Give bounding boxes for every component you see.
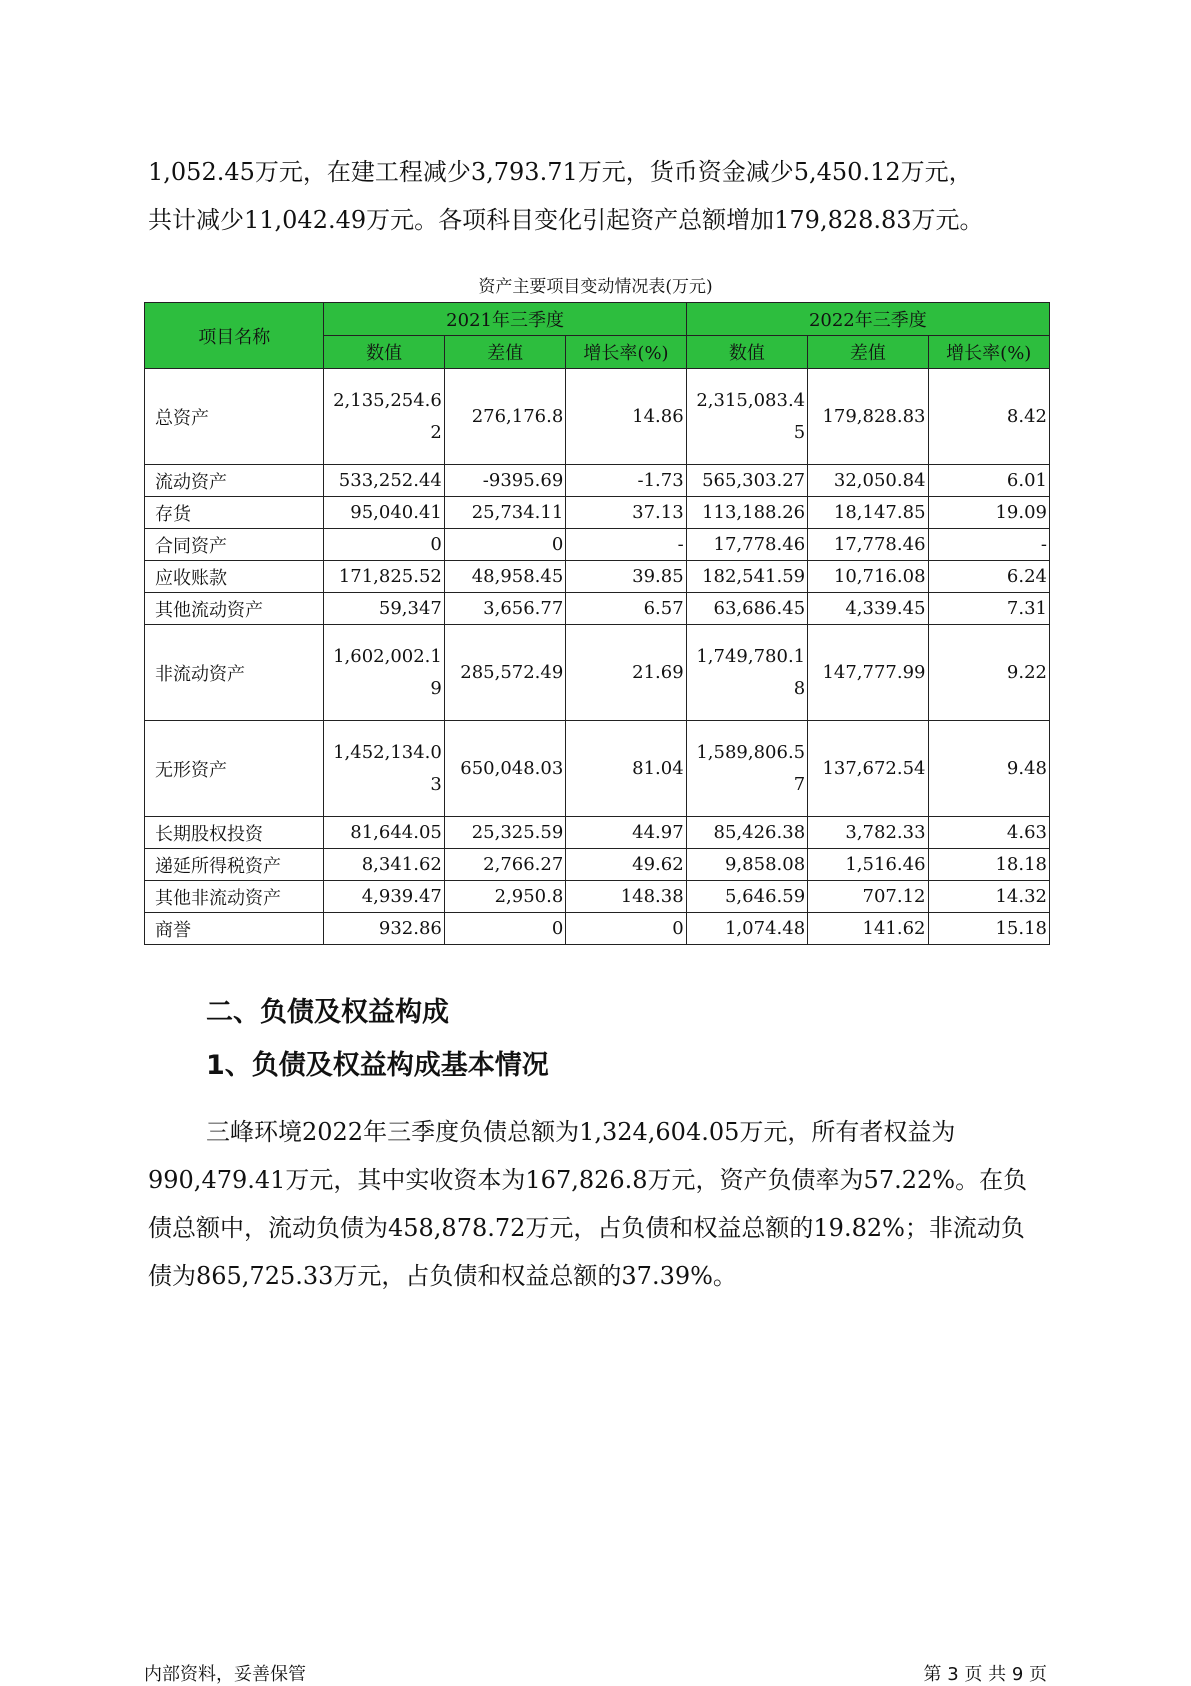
row-name: 流动资产	[145, 465, 324, 497]
header-period-2022: 2022年三季度	[686, 303, 1049, 336]
cell-diff-2022: 3,782.33	[808, 817, 928, 849]
cell-rate-2022: 6.01	[928, 465, 1049, 497]
subheader-growth-rate: 增长率(%)	[928, 336, 1049, 369]
cell-value-2021: 8,341.62	[324, 849, 444, 881]
cell-value-2021: 95,040.41	[324, 497, 444, 529]
cell-diff-2021: 48,958.45	[444, 561, 565, 593]
table-row	[145, 593, 1050, 625]
cell-rate-2021: 49.62	[566, 849, 686, 881]
cell-diff-2022: 4,339.45	[808, 593, 928, 625]
cell-diff-2021: 0	[444, 913, 565, 945]
row-name: 总资产	[145, 369, 324, 465]
cell-rate-2021: 0	[566, 913, 686, 945]
footer-page-number: 第 3 页 共 9 页	[923, 1664, 1047, 1685]
cell-value-2022: 9,858.08	[686, 849, 807, 881]
cell-value-2021: 533,252.44	[324, 465, 444, 497]
cell-value-2021: 932.86	[324, 913, 444, 945]
cell-rate-2022: 7.31	[928, 593, 1049, 625]
table-row	[145, 529, 1050, 561]
table-row	[145, 881, 1050, 913]
cell-diff-2022: 32,050.84	[808, 465, 928, 497]
table-row	[145, 625, 1050, 721]
cell-diff-2021: 25,734.11	[444, 497, 565, 529]
cell-rate-2022: 9.48	[928, 721, 1049, 817]
cell-rate-2021: 21.69	[566, 625, 686, 721]
cell-diff-2021: 25,325.59	[444, 817, 565, 849]
cell-rate-2021: 148.38	[566, 881, 686, 913]
cell-diff-2022: 18,147.85	[808, 497, 928, 529]
cell-rate-2022: 15.18	[928, 913, 1049, 945]
cell-value-2021: 1,602,002.19	[324, 625, 444, 721]
cell-value-2021: 171,825.52	[324, 561, 444, 593]
cell-rate-2021: 44.97	[566, 817, 686, 849]
cell-rate-2021: 37.13	[566, 497, 686, 529]
cell-value-2021: 59,347	[324, 593, 444, 625]
footer-confidential-note: 内部资料，妥善保管	[144, 1664, 306, 1685]
table-row	[145, 497, 1050, 529]
cell-diff-2021: 0	[444, 529, 565, 561]
cell-value-2022: 1,749,780.18	[686, 625, 807, 721]
table-row	[145, 721, 1050, 817]
cell-diff-2022: 179,828.83	[808, 369, 928, 465]
table-caption: 资产主要项目变动情况表(万元)	[478, 277, 713, 297]
intro-line-2: 共计减少11,042.49万元。各项科目变化引起资产总额增加179,828.83万元。	[148, 206, 984, 234]
table-row	[145, 369, 1050, 465]
cell-diff-2022: 707.12	[808, 881, 928, 913]
row-name: 其他流动资产	[145, 593, 324, 625]
intro-line-1: 1,052.45万元，在建工程减少3,793.71万元，货币资金减少5,450.12万元，	[148, 158, 973, 186]
header-item-name: 项目名称	[145, 303, 324, 369]
cell-rate-2022: 19.09	[928, 497, 1049, 529]
row-name: 非流动资产	[145, 625, 324, 721]
cell-value-2022: 565,303.27	[686, 465, 807, 497]
cell-diff-2021: 285,572.49	[444, 625, 565, 721]
intro-paragraph	[148, 148, 1048, 244]
cell-rate-2022: 9.22	[928, 625, 1049, 721]
cell-value-2022: 113,188.26	[686, 497, 807, 529]
cell-rate-2021: 14.86	[566, 369, 686, 465]
cell-diff-2021: -9395.69	[444, 465, 565, 497]
cell-value-2022: 1,589,806.57	[686, 721, 807, 817]
table-row	[145, 849, 1050, 881]
cell-diff-2022: 137,672.54	[808, 721, 928, 817]
row-name: 无形资产	[145, 721, 324, 817]
cell-rate-2022: 8.42	[928, 369, 1049, 465]
cell-diff-2022: 1,516.46	[808, 849, 928, 881]
cell-diff-2022: 147,777.99	[808, 625, 928, 721]
cell-value-2021: 81,644.05	[324, 817, 444, 849]
liabilities-paragraph: 三峰环境2022年三季度负债总额为1,324,604.05万元，所有者权益为990,479.41万元，其中实收资本为167,826.8万元，资产负债率为57.22%。在负债总额中，流动负债为458,878.72万元，占负债和权益总额的19.82%；非流动负债为865,725.33万元，占负债和权益总额的37.39%。	[148, 1118, 1028, 1290]
cell-rate-2021: -	[566, 529, 686, 561]
subheader-value: 数值	[686, 336, 807, 369]
row-name: 应收账款	[145, 561, 324, 593]
cell-diff-2021: 3,656.77	[444, 593, 565, 625]
subheader-difference: 差值	[444, 336, 565, 369]
subheader-growth-rate: 增长率(%)	[566, 336, 686, 369]
row-name: 长期股权投资	[145, 817, 324, 849]
cell-diff-2021: 276,176.8	[444, 369, 565, 465]
row-name: 合同资产	[145, 529, 324, 561]
cell-rate-2021: -1.73	[566, 465, 686, 497]
cell-rate-2021: 39.85	[566, 561, 686, 593]
row-name: 递延所得税资产	[145, 849, 324, 881]
subheader-value: 数值	[324, 336, 444, 369]
cell-value-2022: 182,541.59	[686, 561, 807, 593]
cell-rate-2022: 6.24	[928, 561, 1049, 593]
cell-value-2022: 1,074.48	[686, 913, 807, 945]
cell-rate-2021: 81.04	[566, 721, 686, 817]
cell-value-2022: 85,426.38	[686, 817, 807, 849]
cell-diff-2021: 2,766.27	[444, 849, 565, 881]
table-row	[145, 817, 1050, 849]
section-heading: 二、负债及权益构成	[206, 997, 449, 1028]
cell-rate-2022: 4.63	[928, 817, 1049, 849]
cell-value-2022: 63,686.45	[686, 593, 807, 625]
table-row	[145, 465, 1050, 497]
cell-rate-2021: 6.57	[566, 593, 686, 625]
cell-value-2022: 17,778.46	[686, 529, 807, 561]
table-row	[145, 913, 1050, 945]
cell-value-2022: 5,646.59	[686, 881, 807, 913]
cell-value-2021: 2,135,254.62	[324, 369, 444, 465]
cell-rate-2022: -	[928, 529, 1049, 561]
row-name: 商誉	[145, 913, 324, 945]
cell-diff-2021: 2,950.8	[444, 881, 565, 913]
cell-value-2021: 1,452,134.03	[324, 721, 444, 817]
cell-value-2021: 0	[324, 529, 444, 561]
row-name: 其他非流动资产	[145, 881, 324, 913]
cell-diff-2021: 650,048.03	[444, 721, 565, 817]
subsection-heading: 1、负债及权益构成基本情况	[206, 1050, 549, 1081]
cell-diff-2022: 10,716.08	[808, 561, 928, 593]
cell-diff-2022: 141.62	[808, 913, 928, 945]
asset-change-table	[144, 302, 1050, 945]
cell-rate-2022: 18.18	[928, 849, 1049, 881]
header-period-2021: 2021年三季度	[324, 303, 686, 336]
cell-value-2021: 4,939.47	[324, 881, 444, 913]
subheader-difference: 差值	[808, 336, 928, 369]
cell-value-2022: 2,315,083.45	[686, 369, 807, 465]
cell-diff-2022: 17,778.46	[808, 529, 928, 561]
row-name: 存货	[145, 497, 324, 529]
cell-rate-2022: 14.32	[928, 881, 1049, 913]
table-row	[145, 561, 1050, 593]
